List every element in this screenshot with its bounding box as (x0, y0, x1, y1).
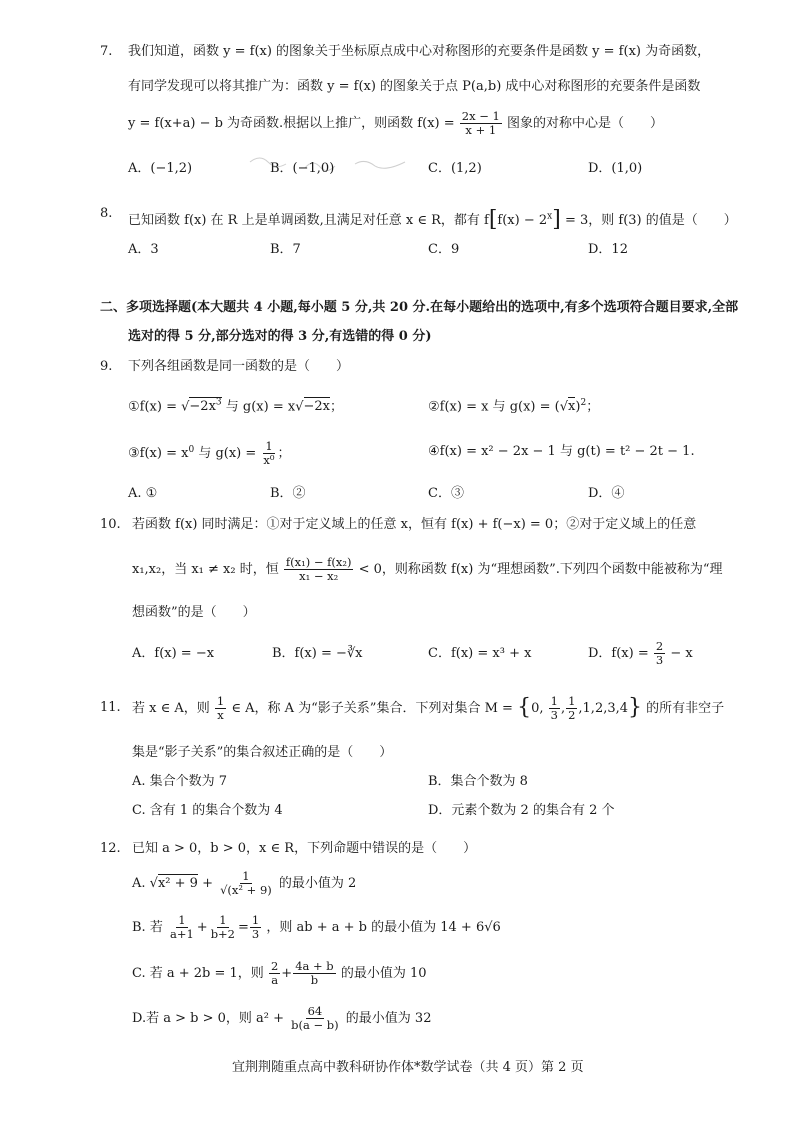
q12-stem: 已知 a > 0，b > 0，x ∈ R，下列命题中错误的是（ ） (132, 841, 477, 856)
q8-stem-inner: f(x) − 2 (497, 212, 548, 228)
q12-b-frac1-den: a+1 (169, 927, 194, 942)
q8-stem (128, 206, 737, 235)
q12-c-frac2-den: b (310, 973, 319, 988)
q12-a-tail: 的最小值为 2 (278, 876, 357, 892)
q12-option-a: A. √x² + 9 + $\frac{1}{\text{√(x² + 9)}}$ 的最小值为 2 (132, 869, 357, 898)
q8-option-c: C．9 (428, 242, 460, 257)
q12-b-label: B. 若 (132, 920, 163, 936)
q10-line2-tail: < 0，则称函数 f(x) 为“理想函数”.下列四个函数中能被称为“理 (358, 562, 723, 578)
q9-item3-num: 1 (265, 439, 273, 453)
q10-fraction-den: x₁ − x₂ (299, 569, 339, 584)
q9-item2-radicand: x (568, 399, 576, 415)
q9-item1-exp: 3 (215, 398, 222, 408)
q9-option-c: C．③ (428, 486, 464, 501)
q8-stem-text: 已知函数 f(x) 在 R 上是单调函数,且满足对任意 x ∈ R，都有 f (128, 212, 489, 228)
q8-option-b: B．7 (270, 242, 301, 257)
q12-a-label: A. (132, 876, 150, 892)
q12-c-frac1-den: a (271, 973, 279, 988)
q12-d-fraction (289, 1005, 341, 1032)
q10-line1: 若函数 f(x) 同时满足：①对于定义域上的任意 x，恒有 f(x) + f(−x) = 0；②对于定义域上的任意 (132, 517, 697, 532)
q10-fraction-num: f(x₁) − f(x₂) (285, 555, 352, 569)
q7-option-d: D．(1,0) (588, 161, 643, 176)
q9-item3-exp: 0 (188, 444, 195, 455)
q9-stem: 下列各组函数是同一函数的是（ ） (128, 359, 350, 374)
q7-option-a: A．(−1,2) (128, 161, 193, 176)
q11-set-third-den: 3 (550, 707, 558, 722)
q11-line1: 若 x ∈ A，则 $\frac{1}{x}$ ∈ A，称 A 为“影子关系”集合．下列对集合 M = {0, $\frac{1}{3}$ , $\frac{1}{2}$ ,1,2,3,4} 的所有非空子 (132, 693, 725, 722)
q11-set-rest: ,1,2,3,4 (578, 700, 629, 716)
q11-fraction-den: x (217, 707, 224, 722)
q11-set-half-den: 2 (568, 707, 576, 722)
q8-bracket-right: ] (552, 207, 561, 232)
page-footer: 宜荆荆随重点高中教科研协作体*数学试卷（共 4 页）第 2 页 (232, 1060, 584, 1075)
q12-b-frac3 (250, 914, 261, 941)
q12-b-eq: = (238, 920, 249, 936)
q9-item1-rad: −2x (189, 399, 216, 415)
q9-option-b: B．② (270, 486, 306, 501)
q10-option-b: B．f(x) = −∛x (272, 646, 363, 661)
q11-line2: 集是“影子关系”的集合叙述正确的是（ ） (132, 745, 393, 760)
q9-item3-den: x⁰ (263, 453, 275, 468)
q12-c-frac1 (269, 960, 280, 987)
q10-option-d-fraction (654, 640, 665, 667)
q9-item3-text: ③f(x) = x (128, 446, 189, 462)
q11-number: 11. (100, 700, 121, 715)
q11-option-d: D．元素个数为 2 的集合有 2 个 (428, 803, 615, 818)
q9-item3-mid: 与 g(x) = (198, 446, 257, 462)
q12-option-d (132, 1005, 431, 1032)
q10-line3: 想函数”的是（ ） (132, 605, 256, 620)
q9-item4: ④f(x) = x² − 2x − 1 与 g(t) = t² − 2t − 1. (428, 444, 695, 459)
q9-item3 (128, 440, 291, 467)
q10-line2 (132, 556, 723, 583)
q7-fraction-numerator: 2x − 1 (461, 109, 500, 123)
q12-b-frac3-den: 3 (251, 927, 260, 942)
q10-line2-text: x₁,x₂，当 x₁ ≠ x₂ 时，恒 (132, 562, 279, 578)
q12-d-num: 64 (307, 1004, 323, 1018)
q11-line1-tail: 的所有非空子 (646, 700, 725, 716)
q11-set-zero: 0, (531, 700, 544, 716)
q12-b-frac2-num: 1 (219, 913, 227, 927)
q12-a-fraction (218, 870, 274, 897)
q9-item1-radicand2: −2x (303, 399, 330, 415)
q11-line1-text: 若 x ∈ A，则 (132, 700, 210, 716)
q12-c-frac2-num: 4a + b (295, 959, 334, 973)
q12-d-den: b(a − b) (291, 1018, 339, 1033)
q7-fraction (460, 110, 502, 137)
q12-a-num: 1 (242, 869, 250, 883)
q9-option-d: D．④ (588, 486, 625, 501)
q12-b-tail: ，则 ab + a + b 的最小值为 14 + 6√6 (266, 920, 501, 936)
q11-fraction (215, 695, 226, 722)
q7-line2: 有同学发现可以将其推广为：函数 y = f(x) 的图象关于点 P(a,b) 成中心对称图形的充要条件是函数 (128, 79, 701, 94)
q9-item2-close: ) (575, 399, 581, 415)
q10-option-d-text: D．f(x) = (588, 646, 649, 662)
q9-item2-exp: 2 (580, 398, 587, 408)
q10-fraction (284, 556, 354, 583)
q7-line3-tail: 图象的对称中心是（ ） (506, 116, 663, 132)
q7-line1: 我们知道，函数 y = f(x) 的图象关于坐标原点成中心对称图形的充要条件是函数 y = f(x) 为奇函数， (128, 44, 711, 59)
q12-b-frac3-num: 1 (251, 913, 260, 927)
q8-number: 8. (100, 206, 113, 221)
q7-line3 (128, 110, 663, 137)
q9-item2: ②f(x) = x 与 $g(x) = (√x)^2$； (428, 398, 600, 415)
q12-a-plus: + (197, 876, 218, 892)
q12-c-frac2 (293, 960, 335, 987)
q8-option-d: D．12 (588, 242, 628, 257)
q9-item1-end: ； (330, 399, 344, 415)
q10-number: 10. (100, 517, 121, 532)
q12-number: 12. (100, 841, 121, 856)
q9-item1-mid: 与 g(x) = x (225, 399, 296, 415)
q9-item2-end: ； (586, 399, 600, 415)
q12-b-plus: + (196, 920, 208, 936)
q10-option-c: C．f(x) = x³ + x (428, 646, 532, 661)
q7-option-c: C．(1,2) (428, 161, 482, 176)
q7-number: 7. (100, 44, 113, 59)
q9-item3-end: ； (277, 446, 291, 462)
q11-line1-mid: ∈ A，称 A 为“影子关系”集合．下列对集合 M = (231, 700, 513, 716)
q12-option-b (132, 914, 501, 941)
q9-item1-text: ①f(x) = (128, 399, 182, 415)
q11-option-b: B．集合个数为 8 (428, 774, 528, 789)
q9-option-a: A. ① (128, 486, 158, 501)
q10-option-d-den: 3 (655, 653, 664, 668)
q9-number: 9. (100, 359, 113, 374)
q8-exponent: x (547, 211, 553, 222)
q12-b-frac1-num: 1 (178, 913, 186, 927)
q10-option-d-num: 2 (655, 639, 664, 653)
q12-option-c (132, 960, 427, 987)
q12-b-frac1 (168, 914, 196, 941)
q11-set-half (566, 695, 577, 722)
q12-a-radicand: x² + 9 (157, 876, 198, 892)
q12-b-frac2-den: b+2 (210, 927, 236, 942)
q10-option-d (588, 640, 693, 667)
q12-d-label: D.若 a > b > 0，则 a² + (132, 1011, 285, 1027)
section2-heading-cont: 选对的得 5 分,部分选对的得 3 分,有选错的得 0 分) (128, 329, 432, 344)
q12-c-label: C. 若 a + 2b = 1，则 (132, 966, 264, 982)
q7-option-b: B．(−1,0) (270, 161, 335, 176)
q12-b-frac2 (209, 914, 237, 941)
section2-heading: 二、多项选择题(本大题共 4 小题,每小题 5 分,共 20 分.在每小题给出的选项中,有多个选项符合题目要求,全部 (100, 300, 739, 315)
q9-item2-text: ②f(x) = x 与 g(x) = ( (428, 399, 560, 415)
q9-item3-fraction (261, 440, 276, 467)
q12-d-tail: 的最小值为 32 (345, 1011, 432, 1027)
q11-set-third (549, 695, 560, 722)
q10-option-a: A．f(x) = −x (132, 646, 215, 661)
q11-brace-right: } (628, 695, 643, 720)
q12-c-tail: 的最小值为 10 (340, 966, 427, 982)
q8-stem-tail: = 3，则 f(3) 的值是（ ） (564, 212, 737, 228)
q11-option-a: A. 集合个数为 7 (132, 774, 228, 789)
q12-a-den: √(x² + 9) (220, 883, 272, 898)
q8-option-a: A．3 (128, 242, 159, 257)
q11-fraction-num: 1 (216, 693, 225, 708)
q7-line3-text: y = f(x+a) − b 为奇函数.根据以上推广，则函数 f(x) = (128, 116, 455, 132)
q11-brace-left: { (517, 695, 532, 720)
q9-item1-radicand (189, 397, 221, 414)
q8-bracket-left: [ (488, 207, 498, 232)
q12-c-frac1-num: 2 (270, 959, 279, 973)
q11-set-half-num: 1 (568, 693, 576, 708)
q10-option-d-tail: − x (670, 646, 693, 662)
q7-fraction-denominator: x + 1 (465, 123, 497, 138)
q9-item1: ①f(x) = $√-2x^3$ 与 g(x) = x√−2x； (128, 398, 344, 415)
q11-set-third-num: 1 (550, 693, 558, 708)
q12-c-plus: + (281, 966, 293, 982)
q11-option-c: C. 含有 1 的集合个数为 4 (132, 803, 283, 818)
